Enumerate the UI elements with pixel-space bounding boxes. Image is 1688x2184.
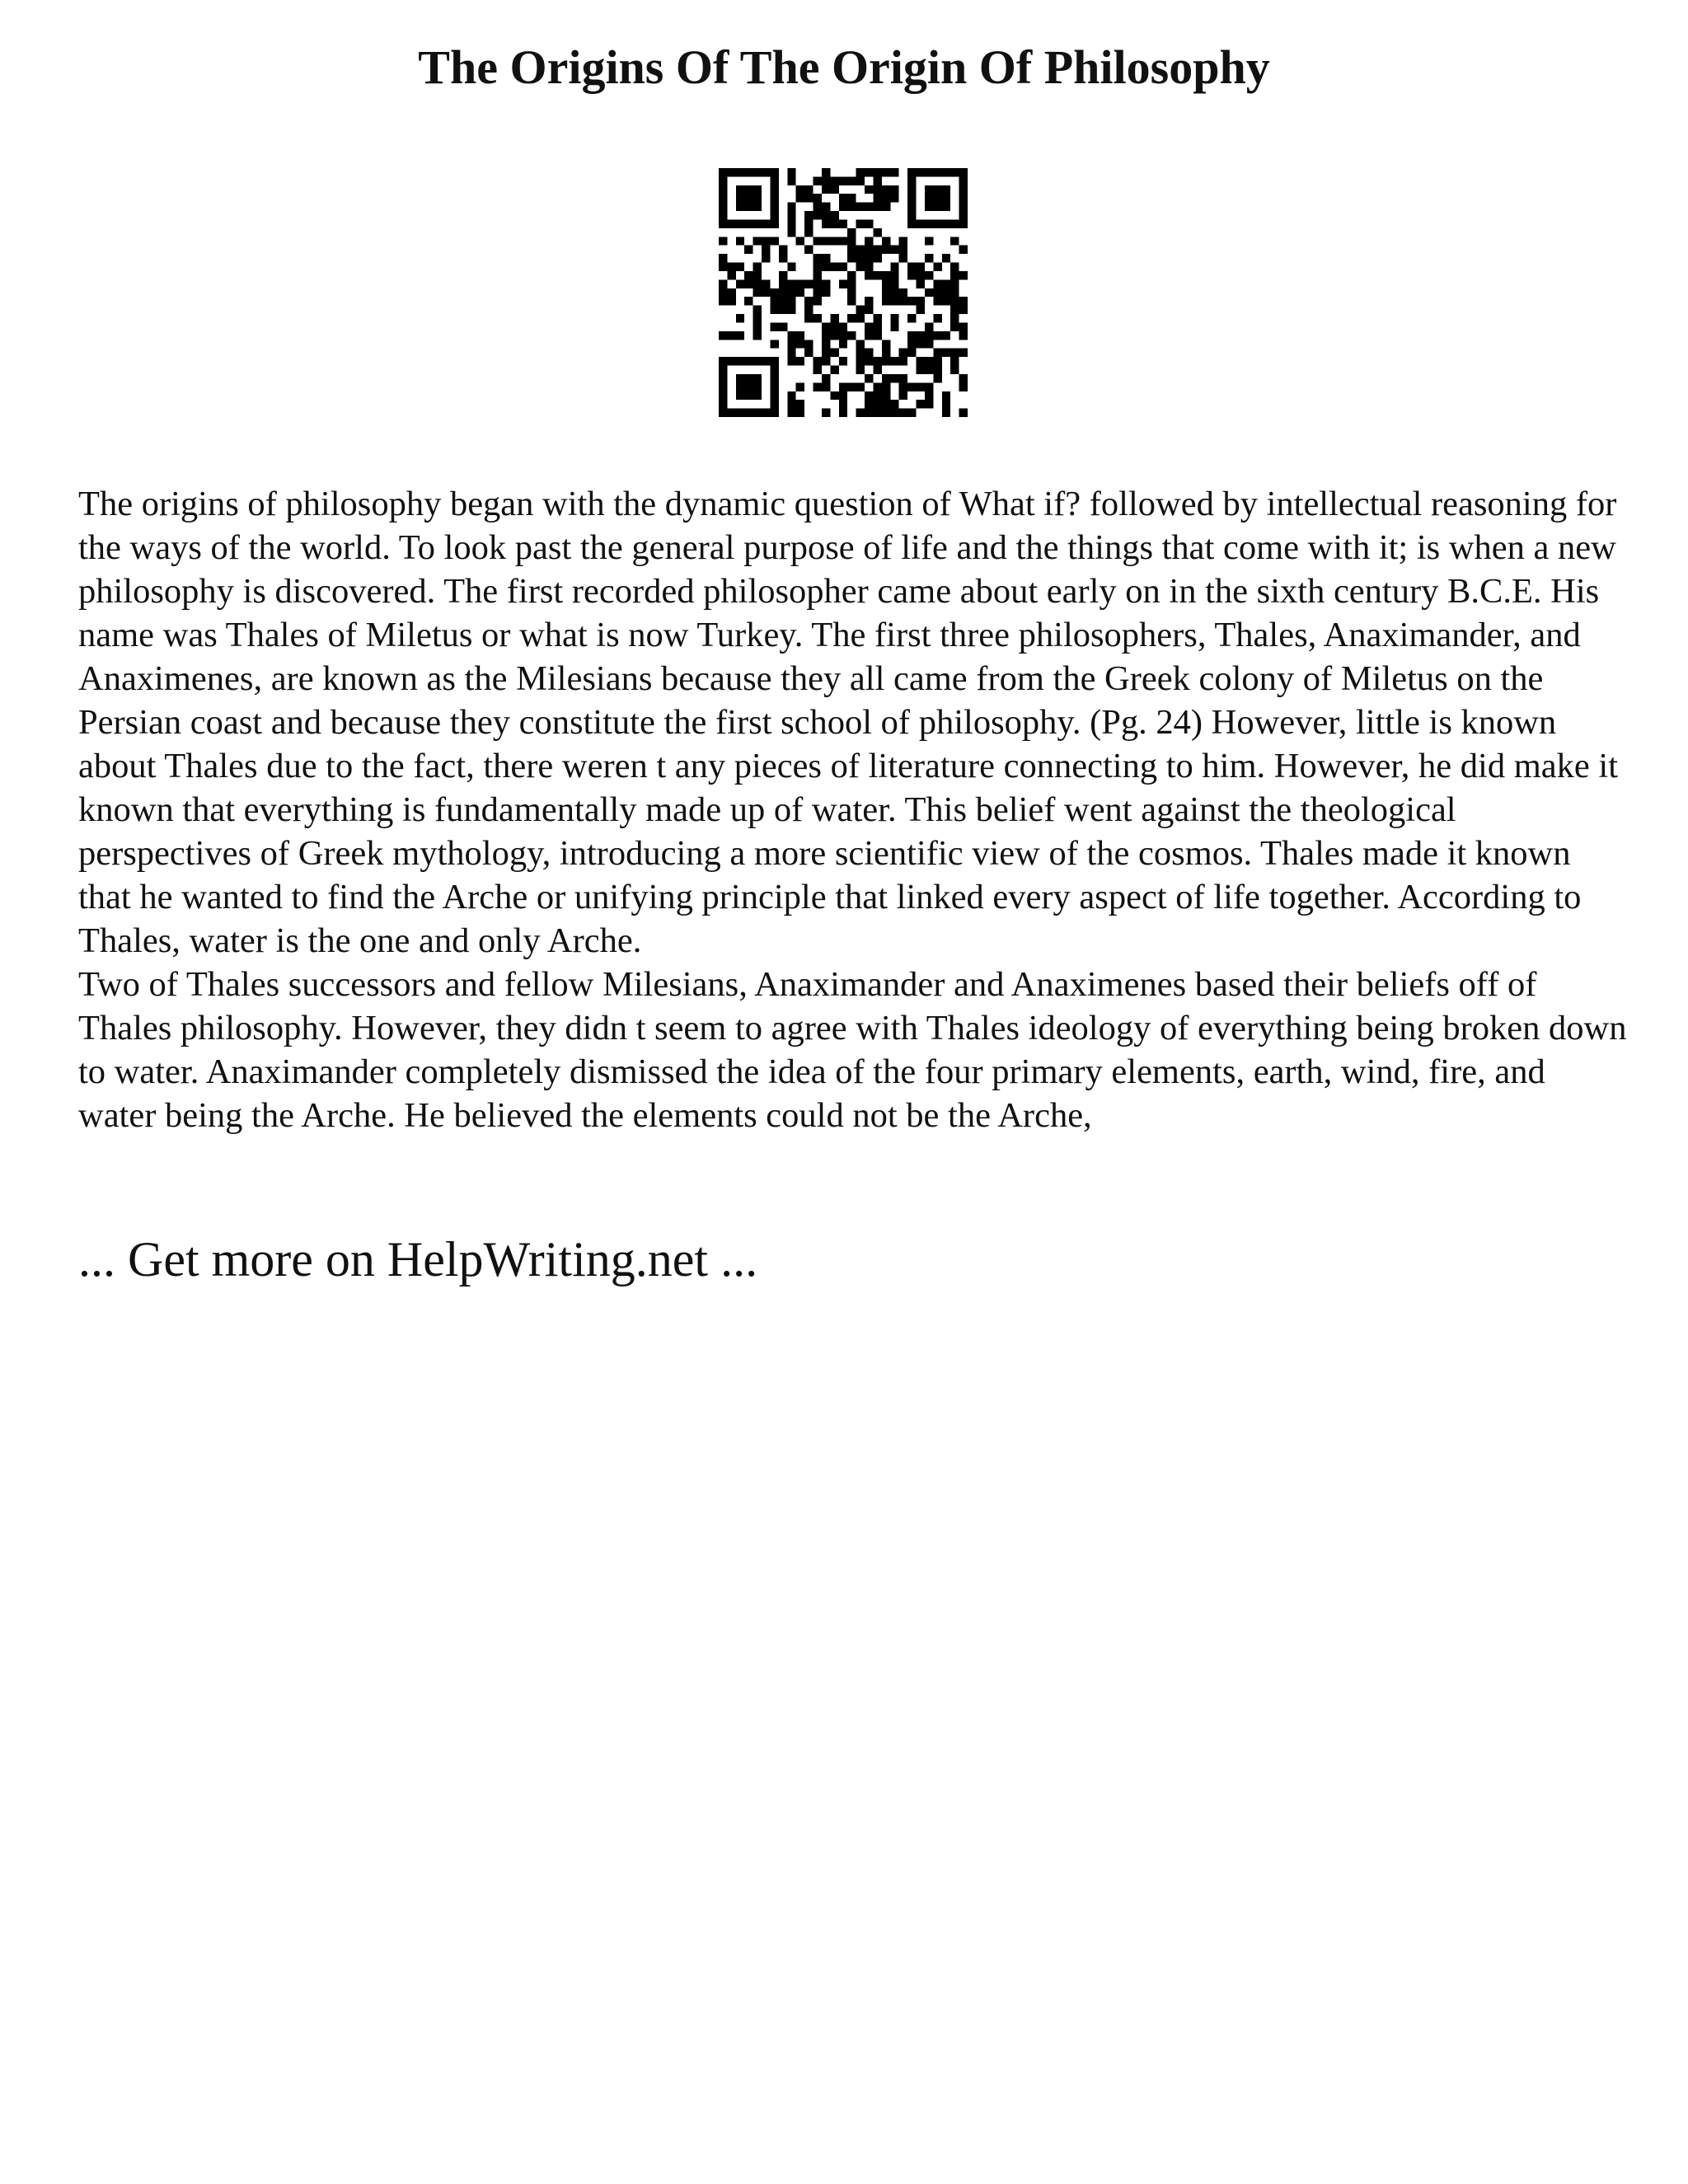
essay-body	[78, 482, 1628, 1137]
essay-paragraph: The origins of philosophy began with the dynamic question of What if? followed by intellectual reasoning for the ways of the world. To look past the general purpose of life and the things that come with it; is when a new philosophy is discovered. The first recorded philosopher came about early on in the sixth century B.C.E. His name was Thales of Miletus or what is now Turkey. The first three philosophers, Thales, Anaximander, and Anaximenes, are known as the Milesians because they all came from the Greek colony of Miletus on the Persian coast and because they constitute the first school of philosophy. (Pg. 24) However, little is known about Thales due to the fact, there weren t any pieces of literature connecting to him. However, he did make it known that everything is fundamentally made up of water. This belief went against the theological perspectives of Greek mythology, introducing a more scientific view of the cosmos. Thales made it known that he wanted to find the Arche or unifying principle that linked every aspect of life together. According to Thales, water is the one and only Arche.	[78, 485, 1619, 960]
get-more-link[interactable]: ... Get more on HelpWriting.net ...	[78, 1232, 758, 1286]
qr-code-icon	[719, 168, 968, 417]
page-title: The Origins Of The Origin Of Philosophy	[418, 40, 1270, 94]
essay-paragraph: Two of Thales successors and fellow Milesians, Anaximander and Anaximenes based their beliefs off of Thales philosophy. However, they didn t seem to agree with Thales ideology of everything being broken down to water. Anaximander completely dismissed the idea of the four primary elements, earth, wind, fire, and water being the Arche. He believed the elements could not be the Arche,	[78, 965, 1627, 1135]
